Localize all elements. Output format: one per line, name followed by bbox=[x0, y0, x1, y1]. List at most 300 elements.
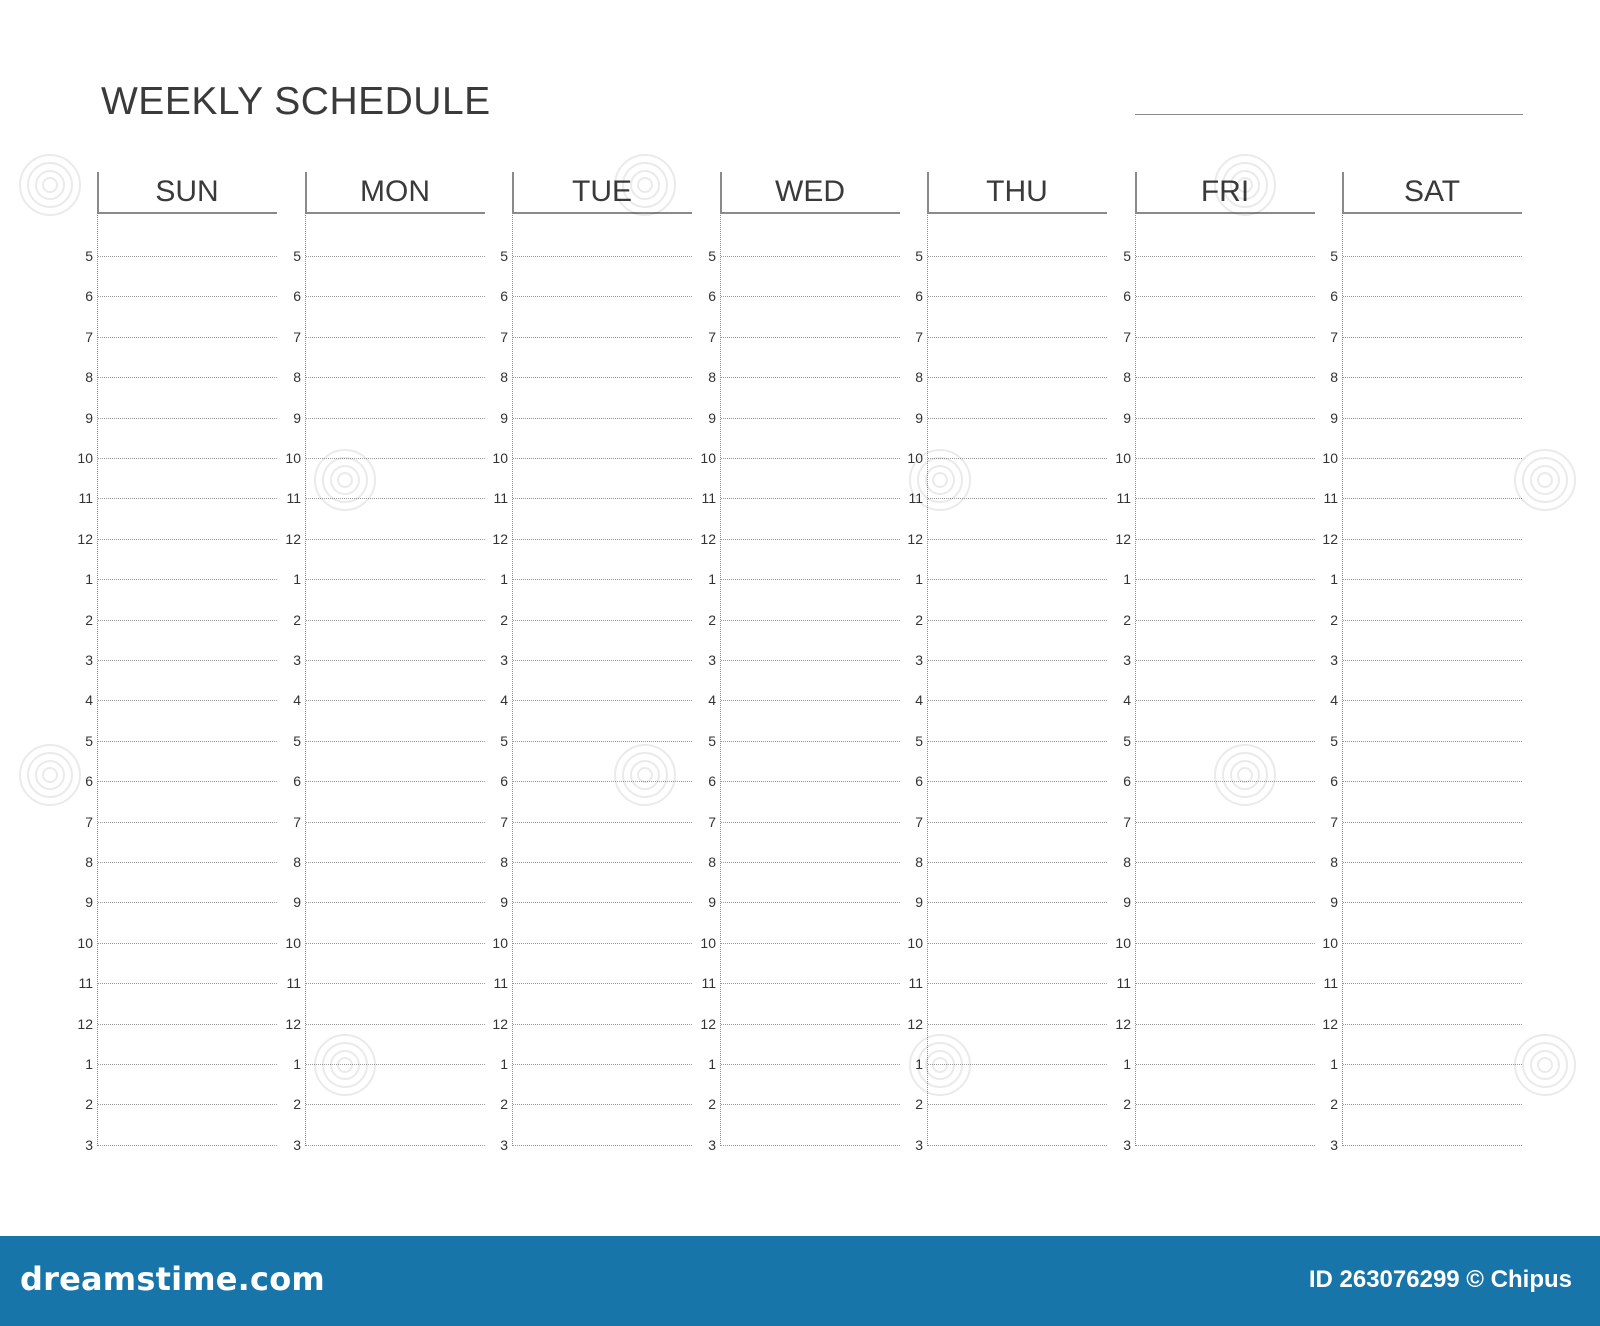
hour-label: 7 bbox=[293, 813, 301, 830]
week-of-writing-line bbox=[1135, 114, 1523, 115]
hour-label: 8 bbox=[915, 369, 923, 386]
hour-line bbox=[306, 579, 485, 580]
hour-line bbox=[721, 700, 900, 701]
hour-label: 2 bbox=[915, 611, 923, 628]
hour-label: 7 bbox=[500, 328, 508, 345]
hour-line bbox=[928, 741, 1107, 742]
hour-label: 5 bbox=[500, 732, 508, 749]
hour-line bbox=[306, 620, 485, 621]
hour-line bbox=[721, 296, 900, 297]
hour-line bbox=[1136, 781, 1315, 782]
hour-line bbox=[1343, 256, 1522, 257]
hour-line bbox=[1136, 418, 1315, 419]
hour-label: 2 bbox=[1123, 1096, 1131, 1113]
hour-label: 5 bbox=[293, 248, 301, 264]
hour-line bbox=[513, 377, 692, 378]
hour-label: 12 bbox=[1322, 1015, 1338, 1032]
hour-line bbox=[1343, 660, 1522, 661]
hour-label: 6 bbox=[1330, 288, 1338, 305]
hour-line bbox=[98, 579, 277, 580]
hour-label: 12 bbox=[907, 1015, 923, 1032]
hour-line bbox=[928, 700, 1107, 701]
hour-line bbox=[1343, 781, 1522, 782]
hour-line bbox=[1136, 700, 1315, 701]
hour-label: 10 bbox=[1322, 934, 1338, 951]
day-header-sun: SUN bbox=[97, 172, 277, 214]
hour-line bbox=[513, 660, 692, 661]
day-column-tue bbox=[492, 172, 692, 1153]
hour-line bbox=[721, 539, 900, 540]
hour-label: 1 bbox=[915, 1056, 923, 1072]
hour-line bbox=[928, 458, 1107, 459]
hour-line bbox=[721, 418, 900, 419]
hour-line bbox=[1136, 660, 1315, 661]
hour-line bbox=[721, 660, 900, 661]
hour-line bbox=[513, 1024, 692, 1025]
hour-label: 7 bbox=[1123, 328, 1131, 345]
hour-label: 12 bbox=[492, 1015, 508, 1032]
hour-line bbox=[721, 1145, 900, 1146]
hour-line bbox=[513, 700, 692, 701]
day-divider bbox=[720, 172, 721, 1146]
hour-label: 5 bbox=[1123, 248, 1131, 264]
hour-line bbox=[721, 1104, 900, 1105]
hour-label: 5 bbox=[85, 248, 93, 264]
hour-label: 2 bbox=[1330, 611, 1338, 628]
hour-label: 1 bbox=[500, 1056, 508, 1072]
hour-label: 10 bbox=[77, 450, 93, 466]
hour-line bbox=[513, 337, 692, 338]
hour-line bbox=[98, 1104, 277, 1105]
hour-label: 4 bbox=[915, 692, 923, 709]
hour-label: 1 bbox=[708, 571, 716, 588]
hour-line bbox=[1343, 579, 1522, 580]
hour-label: 11 bbox=[1116, 975, 1131, 992]
hour-line bbox=[721, 337, 900, 338]
hour-label: 8 bbox=[1330, 369, 1338, 386]
hour-line bbox=[928, 781, 1107, 782]
hour-line bbox=[928, 862, 1107, 863]
hour-label: 8 bbox=[85, 854, 93, 870]
hour-line bbox=[1343, 741, 1522, 742]
hour-label: 12 bbox=[700, 1015, 716, 1032]
hour-line bbox=[98, 296, 277, 297]
hour-label: 6 bbox=[500, 288, 508, 305]
hour-label: 8 bbox=[1123, 369, 1131, 386]
hour-label: 2 bbox=[1123, 611, 1131, 628]
hour-line bbox=[1343, 943, 1522, 944]
hour-label: 9 bbox=[500, 894, 508, 911]
day-header-mon: MON bbox=[305, 172, 485, 214]
day-divider bbox=[927, 172, 928, 1146]
hour-label: 6 bbox=[293, 773, 301, 790]
hour-line bbox=[721, 902, 900, 903]
hour-line bbox=[98, 418, 277, 419]
hour-label: 8 bbox=[500, 369, 508, 386]
hour-label: 7 bbox=[915, 328, 923, 345]
hour-label: 8 bbox=[1330, 854, 1338, 870]
hour-label: 5 bbox=[500, 248, 508, 264]
hour-label: 8 bbox=[1123, 854, 1131, 870]
hour-line bbox=[98, 1064, 277, 1065]
hour-label: 6 bbox=[293, 288, 301, 305]
hour-line bbox=[306, 1024, 485, 1025]
hour-label: 4 bbox=[1330, 692, 1338, 709]
hour-line bbox=[1343, 902, 1522, 903]
hour-line bbox=[1136, 862, 1315, 863]
hour-label: 3 bbox=[1123, 652, 1131, 668]
hour-label: 6 bbox=[1123, 773, 1131, 790]
hour-line bbox=[513, 418, 692, 419]
hour-label: 4 bbox=[1123, 692, 1131, 709]
hour-line bbox=[513, 458, 692, 459]
hour-label: 6 bbox=[1330, 773, 1338, 790]
day-column-mon bbox=[285, 172, 485, 1153]
hour-label: 3 bbox=[500, 652, 508, 668]
hour-line bbox=[98, 822, 277, 823]
hour-label: 2 bbox=[293, 1096, 301, 1113]
hour-line bbox=[928, 620, 1107, 621]
hour-label: 2 bbox=[85, 1096, 93, 1113]
hour-label: 10 bbox=[492, 450, 508, 466]
hour-line bbox=[306, 418, 485, 419]
hour-label: 10 bbox=[1115, 450, 1131, 466]
hour-line bbox=[513, 983, 692, 984]
hour-label: 7 bbox=[1330, 813, 1338, 830]
day-header-sat: SAT bbox=[1342, 172, 1522, 214]
hour-label: 9 bbox=[293, 894, 301, 911]
hour-label: 3 bbox=[915, 652, 923, 668]
hour-line bbox=[306, 700, 485, 701]
hour-label: 12 bbox=[492, 530, 508, 547]
hour-label: 5 bbox=[915, 732, 923, 749]
day-divider bbox=[97, 172, 98, 1146]
hour-label: 8 bbox=[293, 369, 301, 386]
hour-label: 2 bbox=[708, 1096, 716, 1113]
hour-label: 2 bbox=[1330, 1096, 1338, 1113]
hour-line bbox=[306, 1145, 485, 1146]
hour-label: 1 bbox=[1330, 571, 1338, 588]
hour-line bbox=[721, 822, 900, 823]
hour-line bbox=[721, 781, 900, 782]
hour-line bbox=[1136, 377, 1315, 378]
day-header-wed: WED bbox=[720, 172, 900, 214]
hour-line bbox=[721, 256, 900, 257]
hour-label: 2 bbox=[500, 611, 508, 628]
hour-label: 3 bbox=[85, 652, 93, 668]
hour-line bbox=[1136, 579, 1315, 580]
hour-label: 10 bbox=[285, 934, 301, 951]
hour-line bbox=[1343, 1064, 1522, 1065]
hour-label: 9 bbox=[915, 894, 923, 911]
hour-label: 1 bbox=[915, 571, 923, 588]
hour-line bbox=[1343, 620, 1522, 621]
hour-line bbox=[98, 1024, 277, 1025]
hour-line bbox=[306, 943, 485, 944]
hour-label: 10 bbox=[700, 450, 716, 466]
hour-line bbox=[513, 498, 692, 499]
hour-line bbox=[721, 983, 900, 984]
hour-label: 8 bbox=[915, 854, 923, 870]
hour-line bbox=[1343, 700, 1522, 701]
hour-label: 9 bbox=[500, 409, 508, 426]
hour-line bbox=[721, 741, 900, 742]
day-column-thu bbox=[907, 172, 1107, 1153]
hour-line bbox=[513, 1104, 692, 1105]
hour-line bbox=[721, 498, 900, 499]
hour-label: 10 bbox=[1115, 934, 1131, 951]
hour-label: 3 bbox=[1330, 1136, 1338, 1153]
hour-label: 5 bbox=[85, 732, 93, 749]
hour-label: 7 bbox=[500, 813, 508, 830]
hour-line bbox=[306, 1104, 485, 1105]
hour-label: 1 bbox=[1123, 571, 1131, 588]
hour-line bbox=[1136, 902, 1315, 903]
day-header-tue: TUE bbox=[512, 172, 692, 214]
hour-line bbox=[1343, 296, 1522, 297]
hour-line bbox=[1136, 620, 1315, 621]
hour-label: 9 bbox=[708, 894, 716, 911]
day-column-sat bbox=[1322, 172, 1522, 1153]
hour-label: 3 bbox=[293, 652, 301, 668]
hour-label: 4 bbox=[708, 692, 716, 709]
hour-line bbox=[928, 579, 1107, 580]
hour-line bbox=[721, 1024, 900, 1025]
hour-line bbox=[513, 620, 692, 621]
hour-label: 9 bbox=[1123, 409, 1131, 426]
hour-line bbox=[928, 983, 1107, 984]
dreamstime-logo: dreamstime.com bbox=[20, 1260, 325, 1298]
hour-label: 4 bbox=[500, 692, 508, 709]
hour-line bbox=[1136, 983, 1315, 984]
hour-label: 11 bbox=[493, 975, 508, 992]
hour-label: 7 bbox=[915, 813, 923, 830]
hour-label: 8 bbox=[293, 854, 301, 870]
hour-line bbox=[1343, 1024, 1522, 1025]
hour-label: 5 bbox=[1330, 732, 1338, 749]
hour-line bbox=[306, 539, 485, 540]
hour-label: 4 bbox=[85, 692, 93, 709]
hour-line bbox=[721, 377, 900, 378]
footer-bar bbox=[0, 1236, 1600, 1326]
hour-label: 6 bbox=[915, 773, 923, 790]
hour-line bbox=[1343, 458, 1522, 459]
hour-line bbox=[928, 1145, 1107, 1146]
hour-label: 6 bbox=[500, 773, 508, 790]
hour-label: 1 bbox=[85, 1056, 93, 1072]
hour-label: 11 bbox=[78, 975, 93, 992]
hour-label: 10 bbox=[1322, 450, 1338, 466]
hour-line bbox=[98, 862, 277, 863]
day-column-fri bbox=[1115, 172, 1315, 1153]
hour-label: 11 bbox=[701, 975, 716, 992]
hour-line bbox=[306, 498, 485, 499]
hour-label: 5 bbox=[293, 732, 301, 749]
hour-line bbox=[928, 1024, 1107, 1025]
day-header-thu: THU bbox=[927, 172, 1107, 214]
hour-line bbox=[1136, 1064, 1315, 1065]
hour-line bbox=[1343, 1104, 1522, 1105]
hour-line bbox=[98, 1145, 277, 1146]
hour-label: 1 bbox=[708, 1056, 716, 1072]
hour-line bbox=[98, 700, 277, 701]
hour-label: 11 bbox=[908, 490, 923, 507]
hour-line bbox=[98, 983, 277, 984]
hour-line bbox=[721, 458, 900, 459]
hour-line bbox=[928, 256, 1107, 257]
hour-label: 3 bbox=[1123, 1136, 1131, 1153]
hour-label: 12 bbox=[1115, 1015, 1131, 1032]
hour-line bbox=[1343, 418, 1522, 419]
hour-label: 12 bbox=[285, 530, 301, 547]
hour-label: 3 bbox=[85, 1136, 93, 1153]
hour-label: 11 bbox=[286, 975, 301, 992]
hour-line bbox=[98, 943, 277, 944]
hour-label: 1 bbox=[85, 571, 93, 588]
hour-line bbox=[928, 418, 1107, 419]
hour-label: 11 bbox=[701, 490, 716, 507]
hour-line bbox=[513, 1145, 692, 1146]
hour-label: 7 bbox=[293, 328, 301, 345]
hour-line bbox=[928, 377, 1107, 378]
hour-label: 11 bbox=[286, 490, 301, 507]
hour-line bbox=[306, 822, 485, 823]
day-divider bbox=[1342, 172, 1343, 1146]
hour-label: 6 bbox=[708, 773, 716, 790]
hour-label: 2 bbox=[500, 1096, 508, 1113]
hour-line bbox=[1136, 943, 1315, 944]
hour-label: 8 bbox=[708, 369, 716, 386]
hour-line bbox=[1136, 1145, 1315, 1146]
hour-label: 6 bbox=[85, 773, 93, 790]
hour-label: 4 bbox=[293, 692, 301, 709]
hour-label: 9 bbox=[85, 409, 93, 426]
hour-line bbox=[513, 822, 692, 823]
hour-label: 8 bbox=[85, 369, 93, 386]
hour-line bbox=[98, 498, 277, 499]
hour-line bbox=[928, 1104, 1107, 1105]
hour-label: 5 bbox=[1330, 248, 1338, 264]
page-title: WEEKLY SCHEDULE bbox=[101, 80, 491, 123]
hour-line bbox=[306, 862, 485, 863]
hour-line bbox=[721, 862, 900, 863]
hour-line bbox=[928, 539, 1107, 540]
hour-line bbox=[306, 377, 485, 378]
hour-label: 9 bbox=[1330, 894, 1338, 911]
hour-line bbox=[1343, 822, 1522, 823]
hour-label: 2 bbox=[293, 611, 301, 628]
day-header-fri: FRI bbox=[1135, 172, 1315, 214]
hour-label: 10 bbox=[492, 934, 508, 951]
hour-label: 7 bbox=[1123, 813, 1131, 830]
hour-label: 10 bbox=[907, 450, 923, 466]
hour-label: 6 bbox=[85, 288, 93, 305]
hour-line bbox=[513, 539, 692, 540]
hour-line bbox=[1343, 337, 1522, 338]
hour-label: 7 bbox=[708, 813, 716, 830]
hour-line bbox=[1136, 256, 1315, 257]
hour-line bbox=[513, 296, 692, 297]
hour-label: 1 bbox=[1123, 1056, 1131, 1072]
hour-label: 8 bbox=[708, 854, 716, 870]
hour-label: 10 bbox=[77, 934, 93, 951]
hour-line bbox=[1343, 377, 1522, 378]
hour-label: 1 bbox=[500, 571, 508, 588]
hour-label: 6 bbox=[708, 288, 716, 305]
hour-label: 11 bbox=[1323, 490, 1338, 507]
hour-line bbox=[306, 458, 485, 459]
hour-line bbox=[1343, 983, 1522, 984]
hour-line bbox=[928, 943, 1107, 944]
hour-label: 10 bbox=[700, 934, 716, 951]
hour-line bbox=[928, 902, 1107, 903]
hour-label: 11 bbox=[908, 975, 923, 992]
hour-line bbox=[1136, 296, 1315, 297]
hour-line bbox=[513, 781, 692, 782]
day-divider bbox=[512, 172, 513, 1146]
hour-line bbox=[928, 296, 1107, 297]
hour-line bbox=[928, 822, 1107, 823]
image-id-credit: ID 263076299 © Chipus bbox=[1308, 1266, 1572, 1293]
hour-line bbox=[1136, 458, 1315, 459]
day-divider bbox=[305, 172, 306, 1146]
hour-label: 3 bbox=[500, 1136, 508, 1153]
hour-line bbox=[306, 296, 485, 297]
hour-line bbox=[1343, 539, 1522, 540]
hour-line bbox=[513, 1064, 692, 1065]
hour-line bbox=[98, 337, 277, 338]
hour-label: 8 bbox=[500, 854, 508, 870]
hour-label: 3 bbox=[293, 1136, 301, 1153]
hour-line bbox=[721, 943, 900, 944]
hour-label: 12 bbox=[1322, 530, 1338, 547]
day-divider bbox=[1135, 172, 1136, 1146]
hour-label: 5 bbox=[708, 732, 716, 749]
hour-line bbox=[98, 741, 277, 742]
hour-line bbox=[306, 781, 485, 782]
hour-label: 9 bbox=[85, 894, 93, 911]
hour-label: 9 bbox=[708, 409, 716, 426]
hour-label: 11 bbox=[78, 490, 93, 507]
hour-line bbox=[1136, 741, 1315, 742]
hour-label: 12 bbox=[285, 1015, 301, 1032]
hour-line bbox=[1343, 498, 1522, 499]
hour-label: 1 bbox=[293, 1056, 301, 1072]
hour-line bbox=[721, 1064, 900, 1065]
hour-label: 3 bbox=[915, 1136, 923, 1153]
hour-label: 5 bbox=[1123, 732, 1131, 749]
hour-label: 10 bbox=[907, 934, 923, 951]
hour-label: 1 bbox=[1330, 1056, 1338, 1072]
hour-line bbox=[1136, 1024, 1315, 1025]
hour-label: 7 bbox=[708, 328, 716, 345]
day-column-wed bbox=[700, 172, 900, 1153]
hour-label: 5 bbox=[915, 248, 923, 264]
hour-label: 2 bbox=[915, 1096, 923, 1113]
hour-line bbox=[98, 660, 277, 661]
hour-line bbox=[928, 498, 1107, 499]
hour-line bbox=[306, 337, 485, 338]
hour-line bbox=[513, 741, 692, 742]
hour-line bbox=[721, 620, 900, 621]
hour-label: 9 bbox=[293, 409, 301, 426]
hour-label: 12 bbox=[700, 530, 716, 547]
hour-line bbox=[306, 1064, 485, 1065]
hour-label: 6 bbox=[1123, 288, 1131, 305]
hour-line bbox=[513, 862, 692, 863]
hour-line bbox=[513, 579, 692, 580]
hour-line bbox=[928, 337, 1107, 338]
